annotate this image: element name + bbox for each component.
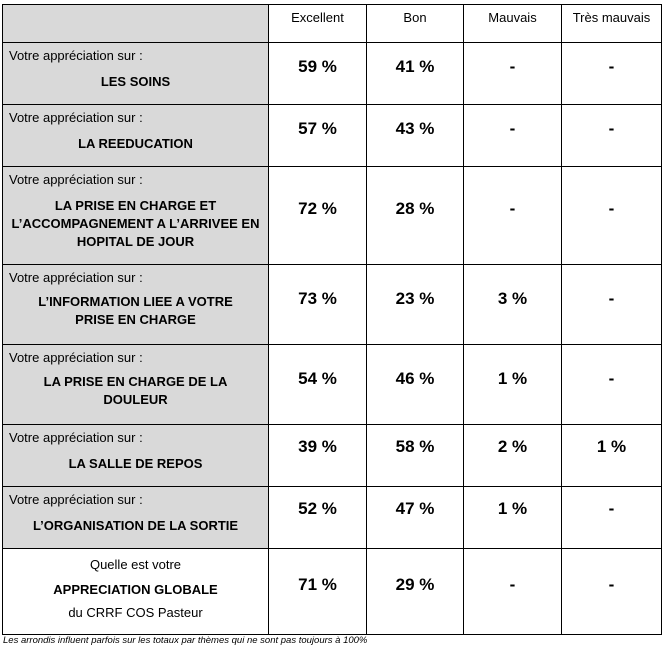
row-label-cell bbox=[3, 265, 269, 345]
row-label-cell bbox=[3, 425, 269, 487]
value-bon: 46 % bbox=[367, 345, 464, 425]
row-label-cell bbox=[3, 105, 269, 167]
value-excellent: 39 % bbox=[269, 425, 367, 487]
value-tres-mauvais: - bbox=[562, 549, 662, 635]
table-row bbox=[3, 487, 662, 549]
value-bon: 29 % bbox=[367, 549, 464, 635]
row-topic: LA SALLE DE REPOS bbox=[68, 456, 203, 471]
value-bon: 43 % bbox=[367, 105, 464, 167]
table-row bbox=[3, 265, 662, 345]
global-subject: du CRRF COS Pasteur bbox=[68, 605, 203, 620]
footnote: Les arrondis influent parfois sur les totaux par thèmes qui ne sont pas toujours à 100% bbox=[3, 635, 368, 646]
row-label-cell bbox=[3, 487, 269, 549]
value-mauvais: 1 % bbox=[464, 345, 562, 425]
header-blank-cell bbox=[3, 5, 269, 43]
value-excellent: 59 % bbox=[269, 43, 367, 105]
row-label-cell bbox=[3, 167, 269, 265]
value-mauvais: 1 % bbox=[464, 487, 562, 549]
value-tres-mauvais: - bbox=[562, 105, 662, 167]
value-mauvais: - bbox=[464, 43, 562, 105]
table-row bbox=[3, 167, 662, 265]
value-excellent: 54 % bbox=[269, 345, 367, 425]
header-mauvais: Mauvais bbox=[464, 5, 562, 43]
value-mauvais: - bbox=[464, 167, 562, 265]
header-tres-mauvais: Très mauvais bbox=[562, 5, 662, 43]
global-title: APPRECIATION GLOBALE bbox=[53, 582, 218, 597]
row-intro: Votre appréciation sur : bbox=[9, 172, 143, 187]
global-label-cell bbox=[3, 549, 269, 635]
table-row bbox=[3, 425, 662, 487]
row-topic: LES SOINS bbox=[100, 74, 171, 89]
row-topic: LA PRISE EN CHARGE DE LA DOULEUR bbox=[43, 374, 228, 407]
table-row bbox=[3, 345, 662, 425]
row-intro: Votre appréciation sur : bbox=[9, 110, 143, 125]
row-intro: Votre appréciation sur : bbox=[9, 270, 143, 285]
row-label-cell bbox=[3, 43, 269, 105]
row-intro: Votre appréciation sur : bbox=[9, 430, 143, 445]
value-bon: 23 % bbox=[367, 265, 464, 345]
global-row bbox=[3, 549, 662, 635]
header-excellent: Excellent bbox=[269, 5, 367, 43]
value-bon: 41 % bbox=[367, 43, 464, 105]
value-excellent: 57 % bbox=[269, 105, 367, 167]
value-tres-mauvais: - bbox=[562, 345, 662, 425]
value-excellent: 52 % bbox=[269, 487, 367, 549]
value-tres-mauvais: - bbox=[562, 265, 662, 345]
row-intro: Votre appréciation sur : bbox=[9, 492, 143, 507]
satisfaction-table bbox=[2, 4, 662, 635]
value-excellent: 73 % bbox=[269, 265, 367, 345]
value-tres-mauvais: 1 % bbox=[562, 425, 662, 487]
row-label-cell bbox=[3, 345, 269, 425]
value-mauvais: 3 % bbox=[464, 265, 562, 345]
row-topic: LA PRISE EN CHARGE ET L’ACCOMPAGNEMENT A L’ARRIVEE EN HOPITAL DE JOUR bbox=[11, 198, 260, 249]
row-intro: Votre appréciation sur : bbox=[9, 48, 143, 63]
value-mauvais: 2 % bbox=[464, 425, 562, 487]
row-intro: Votre appréciation sur : bbox=[9, 350, 143, 365]
value-mauvais: - bbox=[464, 105, 562, 167]
value-mauvais: - bbox=[464, 549, 562, 635]
row-topic: L’ORGANISATION DE LA SORTIE bbox=[32, 518, 239, 533]
value-excellent: 71 % bbox=[269, 549, 367, 635]
header-bon: Bon bbox=[367, 5, 464, 43]
table-row bbox=[3, 43, 662, 105]
global-question: Quelle est votre bbox=[89, 557, 182, 572]
table-row bbox=[3, 105, 662, 167]
row-topic: LA REEDUCATION bbox=[78, 136, 193, 151]
value-bon: 58 % bbox=[367, 425, 464, 487]
value-tres-mauvais: - bbox=[562, 43, 662, 105]
value-bon: 47 % bbox=[367, 487, 464, 549]
row-topic: L’INFORMATION LIEE A VOTRE PRISE EN CHARGE bbox=[38, 294, 233, 327]
value-excellent: 72 % bbox=[269, 167, 367, 265]
value-bon: 28 % bbox=[367, 167, 464, 265]
header-row bbox=[3, 5, 662, 43]
value-tres-mauvais: - bbox=[562, 487, 662, 549]
value-tres-mauvais: - bbox=[562, 167, 662, 265]
